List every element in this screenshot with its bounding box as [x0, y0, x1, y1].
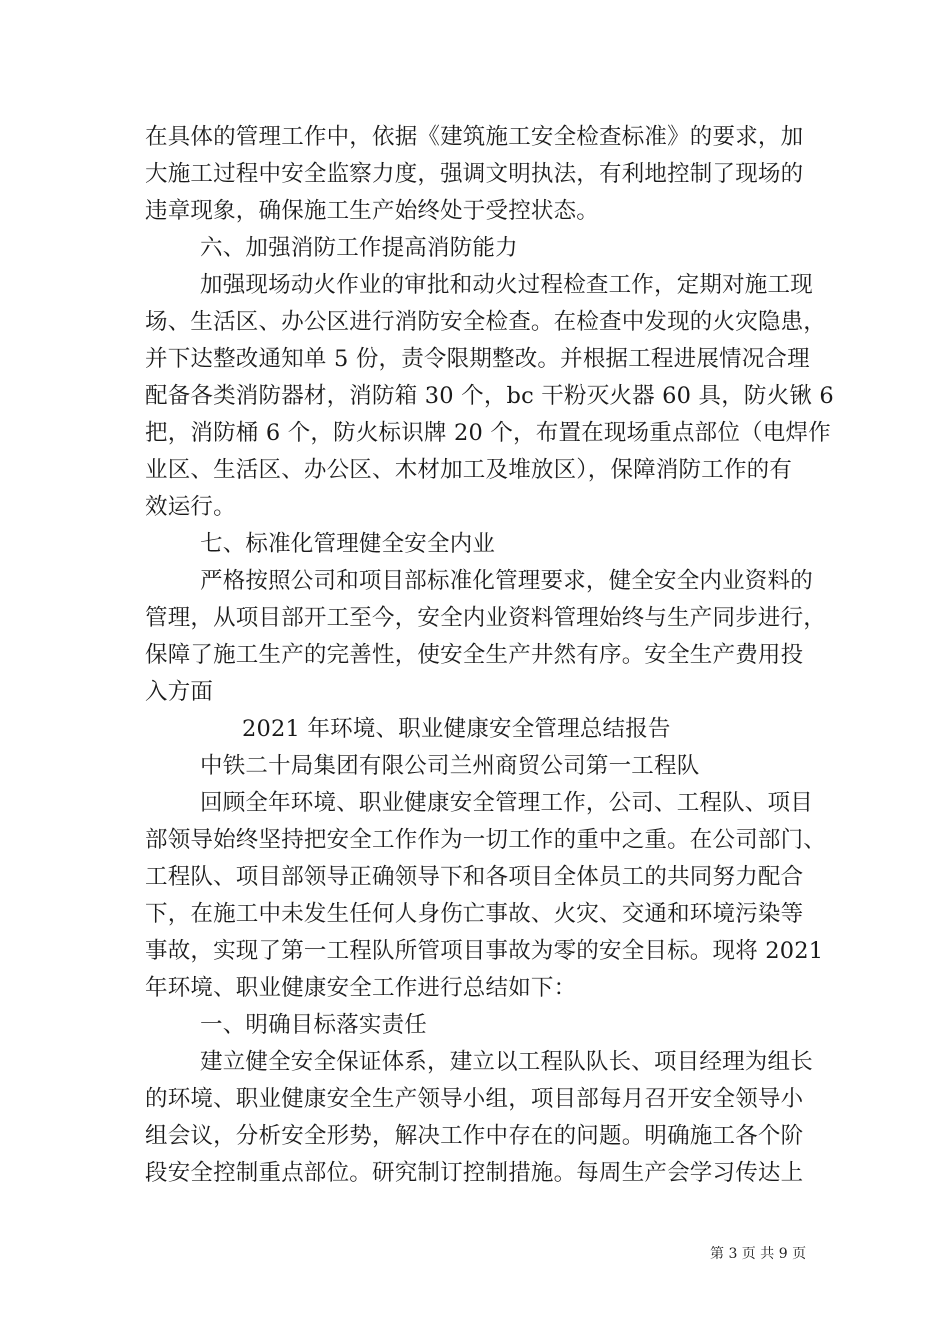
- body-text-line: 工程队、项目部领导正确领导下和各项目全体员工的共同努力配合: [145, 864, 804, 890]
- body-text-line: 场、生活区、办公区进行消防安全检查。在检查中发现的火灾隐患，: [145, 309, 827, 335]
- body-text-line: 部领导始终坚持把安全工作作为一切工作的重中之重。在公司部门、: [145, 827, 827, 853]
- body-text-line: 年环境、职业健康安全工作进行总结如下：: [145, 975, 577, 1001]
- body-text-line: 业区、生活区、办公区、木材加工及堆放区），保障消防工作的有: [145, 457, 793, 483]
- section-heading: 六、加强消防工作提高消防能力: [200, 235, 518, 261]
- body-text-line: 并下达整改通知单 5 份，责令限期整改。并根据工程进展情况合理: [145, 346, 810, 372]
- section-heading: 一、明确目标落实责任: [200, 1012, 428, 1038]
- page-number-footer: 第 3 页 共 9 页: [710, 1246, 807, 1262]
- section-heading: 七、标准化管理健全安全内业: [200, 531, 496, 557]
- body-text-line: 在具体的管理工作中，依据《建筑施工安全检查标准》的要求，加: [145, 124, 804, 150]
- body-text-line: 配备各类消防器材，消防箱 30 个，bc 干粉灭火器 60 具，防火锹 6: [145, 383, 834, 409]
- body-text-line: 把，消防桶 6 个，防火标识牌 20 个，布置在现场重点部位（电焊作: [145, 420, 831, 446]
- body-text-line: 效运行。: [145, 494, 236, 520]
- body-text-line: 下，在施工中未发生任何人身伤亡事故、火灾、交通和环境污染等: [145, 901, 804, 927]
- organization-name: 中铁二十局集团有限公司兰州商贸公司第一工程队: [200, 753, 700, 779]
- body-text-line: 大施工过程中安全监察力度，强调文明执法，有利地控制了现场的: [145, 161, 804, 187]
- body-text-line: 入方面: [145, 679, 214, 705]
- body-text-line: 违章现象，确保施工生产始终处于受控状态。: [145, 198, 600, 224]
- body-text-line: 回顾全年环境、职业健康安全管理工作，公司、工程队、项目: [200, 790, 813, 816]
- body-text-line: 组会议，分析安全形势，解决工作中存在的问题。明确施工各个阶: [145, 1123, 804, 1149]
- body-text-line: 事故，实现了第一工程队所管项目事故为零的安全目标。现将 2021: [145, 938, 824, 964]
- body-text-line: 严格按照公司和项目部标准化管理要求，健全安全内业资料的: [200, 568, 813, 594]
- body-text-line: 保障了施工生产的完善性，使安全生产井然有序。安全生产费用投: [145, 642, 804, 668]
- body-text-line: 建立健全安全保证体系，建立以工程队队长、项目经理为组长: [200, 1049, 813, 1075]
- body-text-line: 的环境、职业健康安全生产领导小组，项目部每月召开安全领导小: [145, 1086, 804, 1112]
- body-text-line: 管理，从项目部开工至今，安全内业资料管理始终与生产同步进行，: [145, 605, 827, 631]
- body-text-line: 加强现场动火作业的审批和动火过程检查工作，定期对施工现: [200, 272, 813, 298]
- body-text-line: 段安全控制重点部位。研究制订控制措施。每周生产会学习传达上: [145, 1160, 804, 1186]
- report-title: 2021 年环境、职业健康安全管理总结报告: [242, 716, 671, 742]
